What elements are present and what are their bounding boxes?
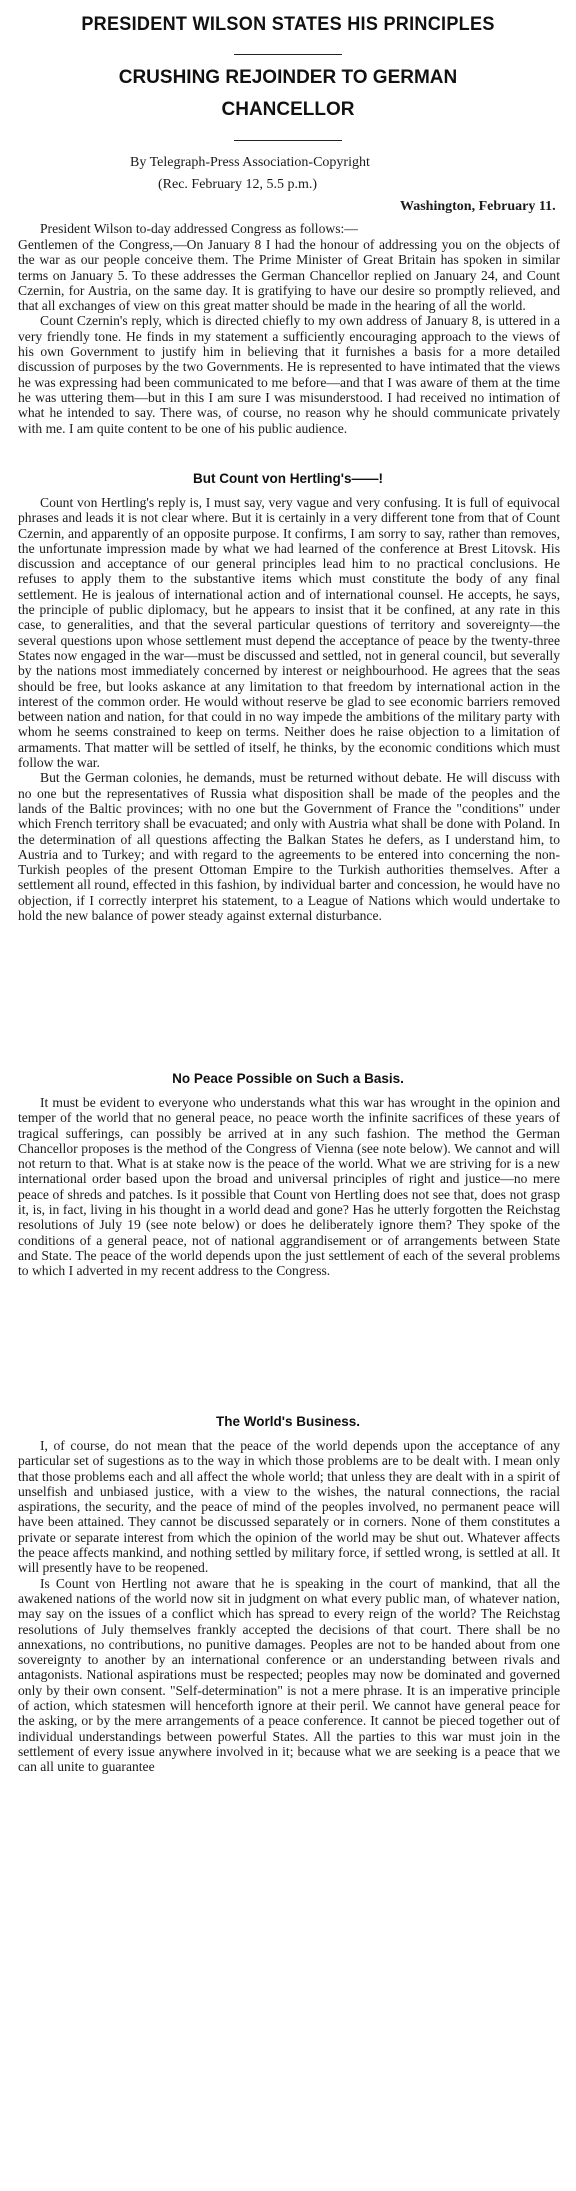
paragraph: Count von Hertling's reply is, I must say, very vague and very confusing. It is full of equivocal phrases and leads it is not clear where. But it is certainly in a very different tone from that of Count Czernin, and apparently of an opposite purpose. It confirms, I am sorry to say, rather than removes, the unfortunate impression made by what we had learned of the conference at Brest Litovsk. His discussion and acceptance of our general principles lead him to no practical conclusions. He refuses to apply them to the substantive items which must constitute the body of any final settlement. He is jealous of international action and of international counsel. He accepts, he says, the principle of public diplomacy, but he appears to insist that it be confined, at any rate in this case, to generalities, and that the several particular questions of territory and sovereignty—the several questions upon whose settlement must depend the acceptance of peace by the twenty-three States now engaged in the war—must be discussed and settled, not in general council, but severally by the nations most immediately concerned by interest or neighbourhood. He agrees that the seas should be free, but looks askance at any limitation to that freedom by international action in the interest of the common order. He would without reserve be glad to see economic barriers removed between nation and nation, for that could in no way impede the ambitions of the military party with whom he seems constrained to keep on terms. Neither does he raise objection to a limitation of armaments. That matter will be settled of itself, he thinks, by the economic conditions which must follow the war. — [18, 495, 560, 771]
intro-paragraph — [18, 221, 560, 236]
paragraph: Gentlemen of the Congress,—On January 8 I had the honour of addressing you on the objects of the war as our people conceive them. The Prime Minister of Great Britain has spoken in similar terms on January 5. To these addresses the German Chancellor replied on January 24, and Count Czernin, for Austria, on the same day. It is gratifying to have our desire so promptly relieved, and that all exchanges of view on this great matter should be made in the hearing of all the world. — [18, 237, 560, 314]
paragraph: Count Czernin's reply, which is directed chiefly to my own address of January 8, is uttered in a very friendly tone. He finds in my statement a sufficiently encouraging approach to the views of his own Government to justify him in believing that it furnishes a basis for a more detailed discussion of purposes by the two Governments. He is represented to have intimated that the views he was expressing had been communicated to me before—and that I was aware of them at the time he was uttering them—but in this I am sure I was misunderstood. I had received no intimation of what he intended to say. There was, of course, no reason why he should communicate privately with me. I am quite content to be one of his public audience. — [18, 313, 560, 436]
subhead-worlds-business: The World's Business. — [216, 1414, 360, 1429]
section-2 — [18, 495, 560, 923]
divider-rule-2 — [234, 140, 342, 141]
section-4 — [18, 1438, 560, 1775]
byline: By Telegraph-Press Association-Copyright — [130, 155, 370, 170]
dateline: Washington, February 11. — [400, 199, 556, 214]
paragraph: Is Count von Hertling not aware that he is speaking in the court of mankind, that all the awakened nations of the world now sit in judgment on what every public man, of whatever nation, may say on the issues of a conflict which has spread to every reign of the world? The Reichstag resolutions of July themselves frankly accepted the decisions of that court. There shall be no annexations, no contributions, no punitive damages. Peoples are not to be handed about from one sovereignty to another by an international conference or an understanding between rivals and antagonists. National aspirations must be respected; peoples may now be dominated and governed only by their own consent. "Self-determination" is not a mere phrase. It is an imperative principle of action, which statesmen will henceforth ignore at their peril. We cannot have general peace for the asking, or by the mere arrangements of a peace conference. It cannot be pieced together out of individual understandings between powerful States. All the parties to this war must join in the settlement of every issue anywhere involved in it; because what we are seeking is a peace that we can all unite to guarantee — [18, 1575, 560, 1775]
paragraph: It must be evident to everyone who understands what this war has wrought in the opinion and temper of the world that no general peace, no peace worth the infinite sacrifices of these years of tragical sufferings, can possibly be arrived at in any such fashion. The method the German Chancellor proposes is the method of the Congress of Vienna (see note below). We cannot and will not return to that. What is at stake now is the peace of the world. What we are striving for is a new international order based upon the broad and universal principles of right and justice—no mere peace of shreds and patches. Is it possible that Count von Hertling does not see that, does not grasp it, is, in fact, living in his thought in a world dead and gone? Has he utterly forgotten the Reichstag resolutions of July 19 (see note below) or does he deliberately ignore them? They spoke of the conditions of a general peace, not of national aggrandisement or of arrangements between State and State. The peace of the world depends upon the just settlement of each of the several problems to which I adverted in my recent address to the Congress. — [18, 1095, 560, 1279]
subhead-no-peace: No Peace Possible on Such a Basis. — [172, 1071, 404, 1086]
subhead-hertling: But Count von Hertling's——! — [193, 471, 383, 486]
section-1 — [18, 237, 560, 436]
divider-rule — [234, 54, 342, 55]
paragraph: I, of course, do not mean that the peace of the world depends upon the acceptance of any particular set of sugestions as to the way in which those problems are to be dealt with. I mean only that those problems each and all affect the whole world; that unless they are dealt with in a spirit of unselfish and unbiased justice, with a view to the wishes, the natural connections, the racial aspirations, the security, and the peace of mind of the peoples involved, no permanent peace will have been attained. They cannot be discussed separately or in corners. None of them constitutes a private or separate interest from which the opinion of the world may be shut out. Whatever affects the peace affects mankind, and nothing settled by military force, if settled wrong, is settled at all. It will presently have to be reopened. — [18, 1438, 560, 1576]
intro-text: President Wilson to-day addressed Congress as follows:— — [40, 221, 358, 236]
paragraph: But the German colonies, he demands, must be returned without debate. He will discuss with no one but the representatives of Russia what disposition shall be made of the peoples and the lands of the Baltic provinces; with no one but the Government of France the "conditions" under which French territory shall be evacuated; and only with Austria what shall be done with Poland. In the determination of all questions affecting the Balkan States he defers, as I understand him, to Austria and to Turkey; and with regard to the agreements to be entered into concerning the non-Turkish peoples of the present Ottoman Empire to the Turkish authorities themselves. After a settlement all round, effected in this fashion, by individual barter and concession, he would have no objection, if I correctly interpret his statement, to a League of Nations which would undertake to hold the new balance of power steady against external disturbance. — [18, 770, 560, 924]
section-3 — [18, 1095, 560, 1279]
received-time: (Rec. February 12, 5.5 p.m.) — [158, 177, 318, 192]
headline: PRESIDENT WILSON STATES HIS PRINCIPLES — [81, 14, 495, 35]
subheadline: CRUSHING REJOINDER TO GERMAN CHANCELLOR — [118, 67, 458, 120]
